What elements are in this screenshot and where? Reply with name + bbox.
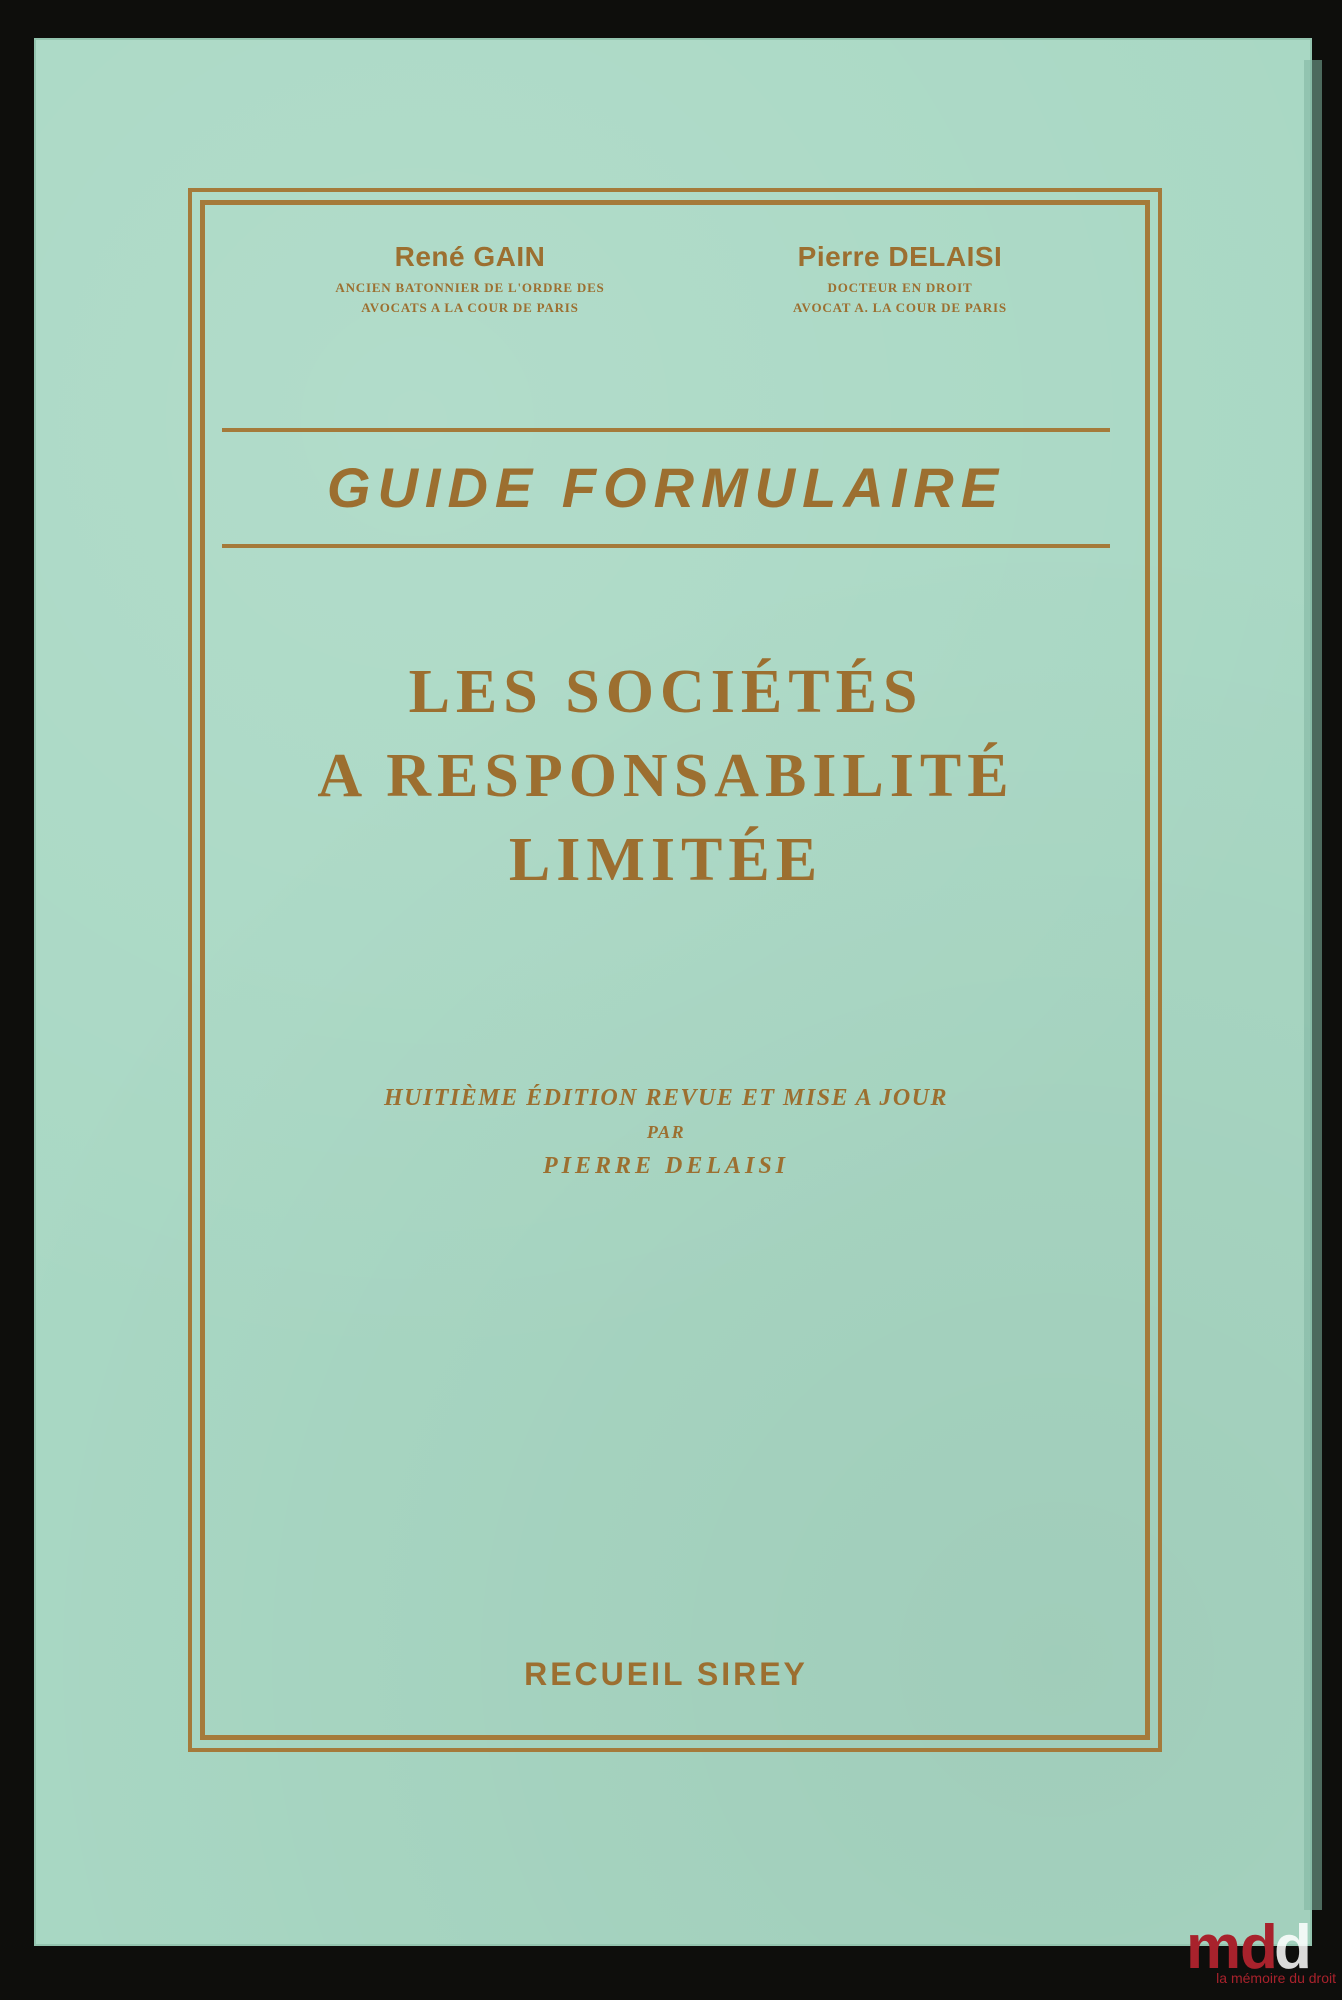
- series-title: GUIDE FORMULAIRE: [326, 456, 1006, 519]
- cover-edge: [1304, 60, 1322, 1910]
- book-title-line: LIMITÉE: [508, 826, 824, 894]
- publisher-name: RECUEIL SIREY: [524, 1656, 808, 1692]
- author-title-line: ANCIEN BATONNIER DE L'ORDRE DES: [335, 280, 605, 295]
- edition-reviser: PIERRE DELAISI: [542, 1153, 790, 1179]
- author-title-line: AVOCAT A. LA COUR DE PARIS: [793, 300, 1007, 315]
- svg-text:d: d: [1274, 1913, 1312, 1982]
- author-name: René GAIN: [394, 241, 546, 272]
- bottom-divider-rule: [222, 544, 1110, 548]
- book-title: [222, 650, 1110, 902]
- author-block-gain: [280, 240, 660, 318]
- watermark-text: la mémoire du droit: [1216, 1970, 1336, 1986]
- author-title: [740, 278, 1060, 318]
- book-title-line: LES SOCIÉTÉS: [408, 658, 924, 726]
- top-divider-rule: [222, 428, 1110, 432]
- author-title: [280, 278, 660, 318]
- svg-text:d: d: [1240, 1913, 1278, 1982]
- author-name: Pierre DELAISI: [797, 241, 1003, 272]
- edition-by: PAR: [646, 1122, 686, 1142]
- author-block-delaisi: [740, 240, 1060, 318]
- author-title-line: DOCTEUR EN DROIT: [827, 280, 973, 295]
- edition-line: HUITIÈME ÉDITION REVUE ET MISE A JOUR: [383, 1085, 949, 1111]
- svg-text:m: m: [1186, 1913, 1242, 1982]
- author-title-line: AVOCATS A LA COUR DE PARIS: [361, 300, 579, 315]
- book-title-line: A RESPONSABILITÉ: [317, 742, 1015, 810]
- edition-statement: [222, 1078, 1110, 1186]
